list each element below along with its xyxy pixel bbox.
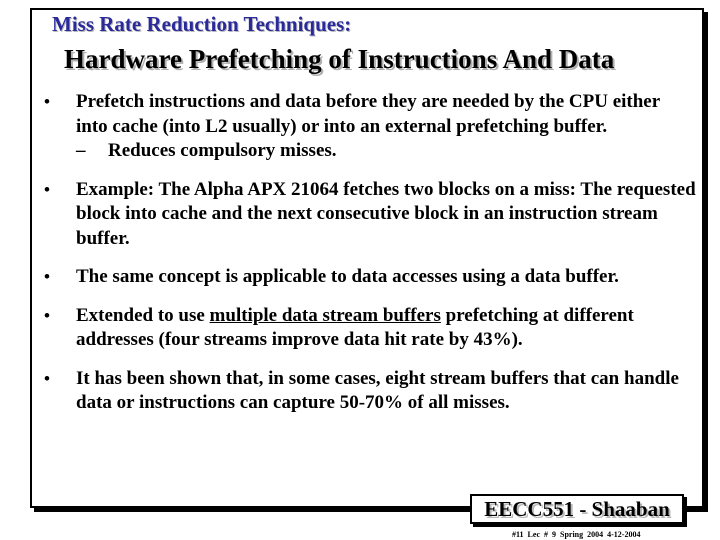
dash-icon: – — [76, 140, 86, 161]
bullet-item-multiple-streams — [36, 304, 696, 353]
bullet-item-prefetch — [36, 90, 696, 164]
bullet-item-data-buffer — [36, 265, 696, 290]
course-badge: EECC551 - Shaaban — [470, 494, 684, 524]
bullet-icon: • — [44, 179, 50, 199]
sub-bullet-item — [76, 139, 696, 164]
bullet-text-before: Extended to use — [76, 304, 210, 326]
bullet-icon: • — [44, 368, 50, 388]
slide-footer: #11 Lec # 9 Spring 2004 4-12-2004 — [512, 530, 641, 539]
bullet-text-underlined: multiple data stream buffers — [209, 304, 441, 326]
bullet-text: Example: The Alpha APX 21064 fetches two blocks on a miss: The requested block into cache and the next consecutive block in an instruction stream buffer. — [76, 178, 696, 249]
bullet-list — [36, 90, 696, 430]
bullet-icon: • — [44, 267, 50, 286]
bullet-icon: • — [44, 305, 50, 325]
slide-subtitle: Miss Rate Reduction Techniques: — [52, 12, 352, 36]
bullet-item-example — [36, 178, 696, 252]
bullet-text: Prefetch instructions and data before they are needed by the CPU either into cache (into L2 usually) or into an external prefetching buffer. — [76, 91, 660, 137]
bullet-text: The same concept is applicable to data accesses using a data buffer. — [76, 266, 619, 287]
sub-bullet-text: Reduces compulsory misses. — [108, 140, 337, 161]
bullet-item-eight-buffers — [36, 367, 696, 416]
bullet-icon: • — [44, 92, 50, 111]
bullet-text: It has been shown that, in some cases, eight stream buffers that can handle data or instructions can capture 50-70% of all misses. — [76, 367, 679, 413]
slide-title: Hardware Prefetching of Instructions And Data — [64, 44, 615, 74]
bullet-text-after: prefetching at different addresses (four streams improve data hit rate by 43%). — [76, 304, 634, 350]
